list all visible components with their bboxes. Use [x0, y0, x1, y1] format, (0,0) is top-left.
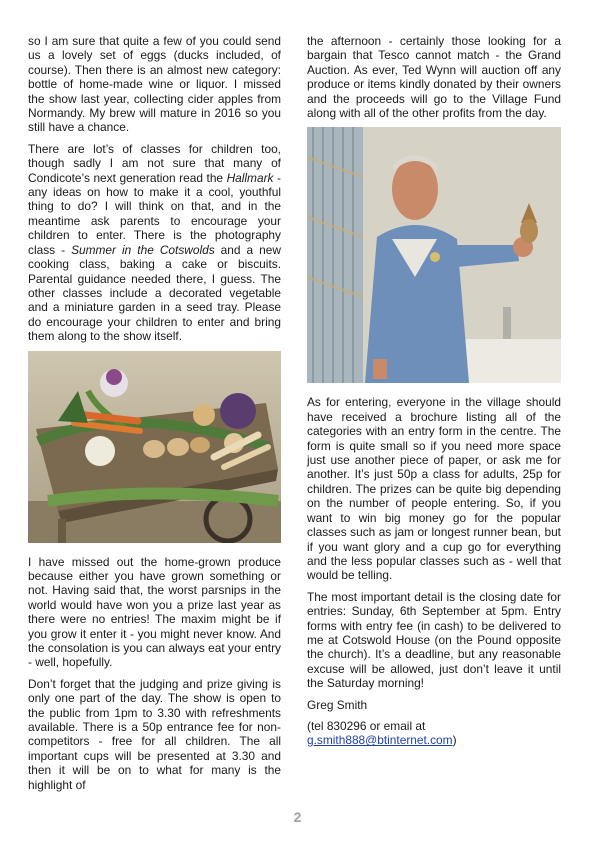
paragraph-judging: Don’t forget that the judging and prize giving is only one part of the day. The show is open to the public from 1pm to 3.30 with refreshments available. There is a 50p entrance fee for non-competitors - free for all children. The all important cups will be presented at 3.30 and then it will be on to what for many is the highlight of — [28, 676, 281, 792]
paragraph-closing-date: The most important detail is the closing date for entries: Sunday, 6th September at 5pm. Entry forms with entry fee (in cash) to be delivered to me at Cotswold House (on the Pound opposite the church). It’s a deadline, but any reasonable excuse will be allowed, just don’t leave it until the Saturday morning! — [307, 589, 561, 691]
contact-suffix: ) — [452, 733, 457, 748]
paragraph-home-grown: I have missed out the home-grown produce because either you have grown something or not. Having said that, the worst parsnips in the world would have won you a prize last year as there were no entries! The maxim might be if you grow it enter it - you might never know. And the consolation is you can always eat your entry - well, hopefully. — [28, 554, 281, 670]
email-link[interactable]: g.smith888@btinternet.com — [307, 733, 453, 748]
signature: Greg Smith — [307, 697, 368, 712]
text-run: - any ideas on how to make it a cool, youthful thing to do? I will think on that, and in the meantime ask parents to encourage your children to enter. There is the photography class - — [28, 170, 281, 257]
left-column — [28, 34, 281, 799]
paragraph-children-classes — [28, 142, 281, 344]
paragraph-auction: the afternoon - certainly those looking for a bargain that Tesco cannot match - the Grand Auction. As ever, Ted Wynn will auction off any produce or items kindly donated by their owners and the proceeds will go to the Village Fund along with all of the other profits from the day. — [307, 34, 561, 121]
text-run: There are lot’s of classes for children too, though sadly I am not sure that many of Condicote’s next generation read the — [28, 141, 281, 185]
contact-prefix: (tel 830296 or email at — [307, 718, 426, 733]
photo-class-title: Summer in the Cotswolds — [71, 242, 215, 257]
text-run: and a new cooking class, baking a cake or biscuits. Parental guidance needed there, I guess. The other classes include a decorated vegetable and a miniature garden in a seed tray. Please do encourage your children to enter and bring them along to the show itself. — [28, 242, 281, 344]
page-number: 2 — [293, 809, 302, 825]
paragraph-entering: As for entering, everyone in the village should have received a brochure listing all of the categories with an entry form in the centre. The form is quite small so if you need more space just use another piece of paper, or ask me for another. It’s just 50p a class for adults, 25p for children. The prizes can be quite big depending on the number of people entering. So, if you want to win big money go for the popular classes such as jam or longest runner bean, but if you want glory and a cup go for everything and the less popular classes such as - well that would be telling. — [307, 395, 561, 583]
vegetable-cart-photo — [28, 351, 281, 543]
contact-line — [307, 719, 561, 748]
auctioneer-photo — [307, 127, 561, 383]
publication-title: Hallmark — [226, 170, 274, 185]
paragraph-eggs-wine: so I am sure that quite a few of you could send us a lovely set of eggs (ducks included, of course). Then there is an almost new category: bottle of home-made wine or liquor. I missed the show last year, collecting cider apples from Normandy. My brew will mature in 2016 so you still have a chance. — [28, 34, 281, 135]
right-column — [307, 34, 561, 755]
